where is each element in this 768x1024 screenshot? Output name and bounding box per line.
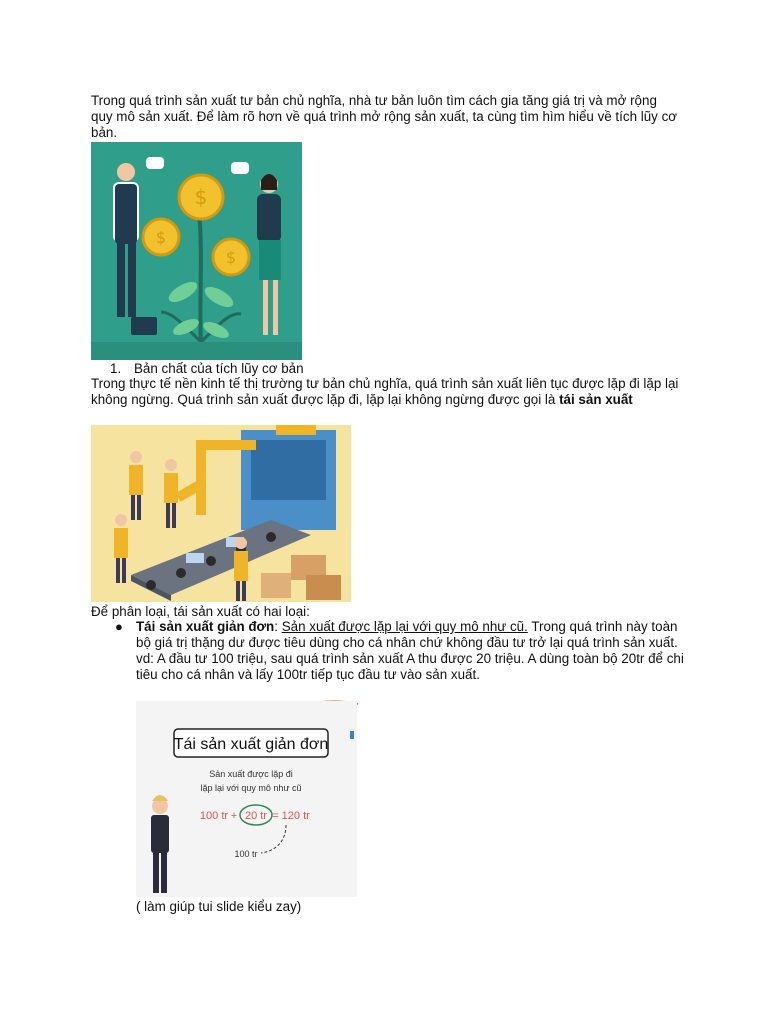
bullet-colon: :: [274, 619, 282, 634]
bullet-marker: ●: [115, 619, 123, 634]
slide-eq-c: = 120 tr: [272, 810, 310, 822]
intro-paragraph: Trong quá trình sản xuất tư bản chủ nghĩa, nhà tư bản luôn tìm cách gia tăng giá trị và mở rộng quy mô sản xuất. Để làm rõ hơn về quá trình mở rộng sản xuất, ta cùng tìm hìm hiểu về tích lũy cơ bản.: [91, 93, 678, 140]
slide-line-2: lặp lại với quy mô như cũ: [200, 783, 302, 793]
section-1-title: Bản chất của tích lũy cơ bản: [134, 361, 304, 376]
bullet-term: Tái sản xuất giản đơn: [136, 619, 275, 634]
bullet-definition: Sản xuất được lặp lại với quy mô như cũ.: [281, 619, 528, 634]
factory-illustration: [91, 425, 351, 602]
slide-line-1: Sản xuất được lặp đi: [209, 769, 293, 779]
section-1-heading: [110, 361, 304, 377]
reproduction-paragraph: [91, 376, 681, 408]
bullet-explanation: Trong quá trình này toàn bộ giá trị thặng dư được tiêu dùng cho cá nhân chứ không đầu tư trở lại quá trình sản xuất.: [136, 619, 678, 650]
section-1-number: 1.: [110, 361, 122, 376]
reproduction-paragraph-text: Trong thực tế nền kinh tế thị trường tư bản chủ nghĩa, quá trình sản xuất liên tục được lặp đi lặp lại không ngừng. Quá trình sản xuất được lặp đi, lặp lại không ngừng được gọi là: [91, 376, 679, 407]
slide-eq-plus: +: [230, 810, 238, 822]
svg-text:$: $: [225, 248, 237, 267]
svg-text:$: $: [155, 228, 167, 247]
slide-bottom: 100 tr: [234, 849, 258, 859]
slide-eq-a: 100 tr: [199, 810, 229, 822]
slide-title: Tái sản xuất giản đơn: [173, 736, 329, 753]
bullet-example: vd: A đầu tư 100 triệu, sau quá trình sản xuất A thu được 20 triệu. A dùng toàn bộ 20tr để chi tiêu cho cá nhân và lấy 100tr tiếp tục đầu tư vào sản xuất.: [136, 651, 684, 682]
slide-request-caption: ( làm giúp tui slide kiểu zay): [136, 899, 302, 914]
slide-image: [136, 701, 357, 897]
money-tree-illustration: [91, 142, 302, 360]
svg-text:$: $: [194, 185, 208, 209]
bullet-simple-reproduction: [136, 619, 686, 683]
reproduction-term: tái sản xuất: [559, 392, 633, 407]
classification-paragraph: Để phân loại, tái sản xuất có hai loại:: [91, 604, 310, 619]
slide-eq-b: 20 tr: [244, 810, 268, 822]
